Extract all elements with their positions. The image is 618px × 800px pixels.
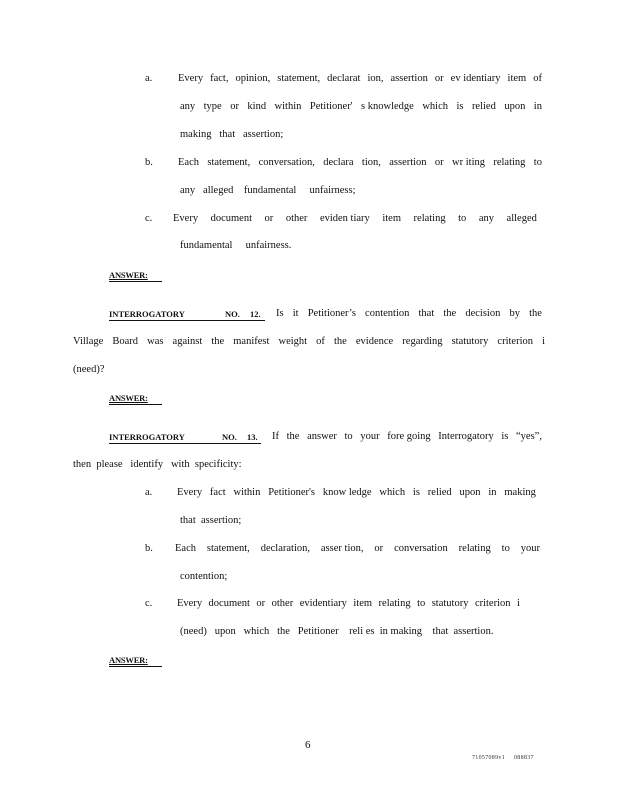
- word: is: [412, 487, 420, 498]
- list-item-a-line2: [180, 101, 542, 112]
- interrogatory-12-line1: [276, 308, 542, 319]
- list-item-c-line1: [177, 598, 520, 609]
- word: which: [379, 487, 406, 498]
- word: declara: [323, 157, 354, 168]
- list-marker: a.: [145, 73, 153, 84]
- list-item-b-line2: contention;: [180, 571, 228, 582]
- list-item-b-line1: [175, 543, 540, 554]
- word: or: [434, 157, 444, 168]
- word: or: [434, 73, 444, 84]
- page-number: 6: [305, 739, 311, 751]
- word: Petitioner': [309, 101, 353, 112]
- word: relating: [493, 157, 526, 168]
- word: wr iting: [452, 157, 485, 168]
- interrogatory-13-line2: then please identify with specificity:: [73, 459, 242, 470]
- word: kind: [247, 101, 267, 112]
- list-item-a-line2: that assertion;: [180, 515, 242, 526]
- word: know ledge: [322, 487, 372, 498]
- word: ev identiary: [450, 73, 501, 84]
- interrogatory-label: INTERROGATORY: [109, 309, 185, 319]
- word: was: [147, 336, 164, 347]
- word: to: [458, 213, 467, 224]
- interrogatory-no: NO.: [222, 432, 237, 442]
- word: in: [488, 487, 497, 498]
- list-item-a-line1: [177, 487, 536, 498]
- word: i: [516, 598, 520, 609]
- word: that: [418, 308, 435, 319]
- word: Petitioner's: [268, 487, 316, 498]
- word: within: [233, 487, 261, 498]
- word: against: [172, 336, 203, 347]
- word: or: [374, 543, 384, 554]
- word: statement,: [277, 73, 321, 84]
- list-item-a-line3: making that assertion;: [180, 129, 284, 140]
- word: or: [256, 598, 266, 609]
- word: upon: [459, 487, 481, 498]
- word: evidentiary: [299, 598, 347, 609]
- word: declarat: [327, 73, 361, 84]
- word: the: [286, 431, 300, 442]
- word: Village: [73, 336, 104, 347]
- word: item: [382, 213, 401, 224]
- word: conversation,: [258, 157, 315, 168]
- word: fore going: [387, 431, 431, 442]
- word: criterion: [497, 336, 533, 347]
- word: item: [353, 598, 373, 609]
- word: item: [507, 73, 527, 84]
- word: Every: [177, 598, 203, 609]
- word: Petitioner’s: [307, 308, 356, 319]
- word: declaration,: [260, 543, 310, 554]
- answer-label: ANSWER:: [109, 655, 148, 665]
- word: alleged: [506, 213, 537, 224]
- word: criterion: [474, 598, 511, 609]
- word: s knowledge: [361, 101, 414, 112]
- word: other: [285, 213, 308, 224]
- word: which: [422, 101, 448, 112]
- word: Every: [177, 487, 203, 498]
- word: tion,: [361, 157, 381, 168]
- word: any: [180, 101, 196, 112]
- interrogatory-underline: [109, 443, 261, 444]
- word: statement,: [207, 157, 251, 168]
- answer-blank-line: [109, 404, 162, 405]
- word: decision: [465, 308, 501, 319]
- word: “yes”,: [516, 431, 542, 442]
- word: opinion,: [235, 73, 271, 84]
- word: to: [501, 543, 510, 554]
- word: fact: [209, 487, 226, 498]
- interrogatory-no: NO.: [225, 309, 240, 319]
- word: of: [533, 73, 542, 84]
- list-marker: a.: [145, 487, 153, 498]
- word: asser tion,: [320, 543, 364, 554]
- word: evidence: [355, 336, 394, 347]
- word: fact,: [210, 73, 229, 84]
- interrogatory-number: 12.: [250, 309, 261, 319]
- word: eviden tiary: [319, 213, 370, 224]
- word: is: [456, 101, 464, 112]
- word: any: [478, 213, 495, 224]
- word: Interrogatory: [438, 431, 494, 442]
- word: the: [333, 336, 347, 347]
- word: document: [210, 213, 253, 224]
- word: it: [292, 308, 299, 319]
- word: of: [316, 336, 325, 347]
- list-marker: c.: [145, 213, 153, 224]
- word: Every: [178, 73, 204, 84]
- word: to: [533, 157, 542, 168]
- list-item-b-line1: [178, 157, 542, 168]
- word: ion,: [367, 73, 384, 84]
- list-item-c-line1: [173, 213, 537, 224]
- word: relied: [471, 101, 496, 112]
- interrogatory-12-line3: (need)?: [73, 364, 105, 375]
- word: contention: [365, 308, 410, 319]
- word: statement,: [206, 543, 250, 554]
- word: relating: [413, 213, 446, 224]
- answer-blank-line: [109, 281, 162, 282]
- list-item-b-line2: any alleged fundamental unfairness;: [180, 185, 356, 196]
- word: relied: [427, 487, 452, 498]
- word: i: [542, 336, 545, 347]
- word: manifest: [233, 336, 270, 347]
- word: to: [344, 431, 353, 442]
- word: your: [360, 431, 380, 442]
- word: regarding: [402, 336, 443, 347]
- list-marker: b.: [145, 543, 153, 554]
- list-item-c-line2: (need) upon which the Petitioner reli es in making that assertion.: [180, 626, 494, 637]
- list-item-c-line2: fundamental unfairness.: [180, 240, 292, 251]
- word: the: [529, 308, 542, 319]
- word: other: [271, 598, 294, 609]
- word: assertion: [389, 157, 427, 168]
- word: If: [272, 431, 279, 442]
- word: document: [208, 598, 250, 609]
- answer-label: ANSWER:: [109, 270, 148, 280]
- word: within: [274, 101, 302, 112]
- word: your: [520, 543, 540, 554]
- word: upon: [504, 101, 526, 112]
- word: making: [504, 487, 536, 498]
- word: Board: [112, 336, 139, 347]
- document-id: 71057089v1 088837: [472, 755, 534, 761]
- word: the: [443, 308, 457, 319]
- list-item-a-line1: [178, 73, 542, 84]
- word: conversation: [394, 543, 448, 554]
- word: Each: [175, 543, 196, 554]
- word: assertion: [390, 73, 428, 84]
- word: to: [417, 598, 426, 609]
- list-marker: b.: [145, 157, 153, 168]
- interrogatory-13-line1: [272, 431, 542, 442]
- word: relating: [458, 543, 491, 554]
- word: is: [501, 431, 509, 442]
- interrogatory-number: 13.: [247, 432, 258, 442]
- interrogatory-label: INTERROGATORY: [109, 432, 185, 442]
- word: Is: [276, 308, 284, 319]
- word: statutory: [431, 598, 469, 609]
- word: by: [509, 308, 520, 319]
- answer-blank-line: [109, 666, 162, 667]
- word: the: [211, 336, 225, 347]
- word: relating: [378, 598, 411, 609]
- word: type: [203, 101, 222, 112]
- word: or: [264, 213, 274, 224]
- word: weight: [278, 336, 308, 347]
- interrogatory-underline: [109, 320, 265, 321]
- word: answer: [307, 431, 337, 442]
- answer-label: ANSWER:: [109, 393, 148, 403]
- word: Each: [178, 157, 199, 168]
- word: Every: [173, 213, 199, 224]
- list-marker: c.: [145, 598, 153, 609]
- word: or: [230, 101, 239, 112]
- word: in: [533, 101, 542, 112]
- interrogatory-12-line2: [73, 336, 545, 347]
- word: statutory: [451, 336, 489, 347]
